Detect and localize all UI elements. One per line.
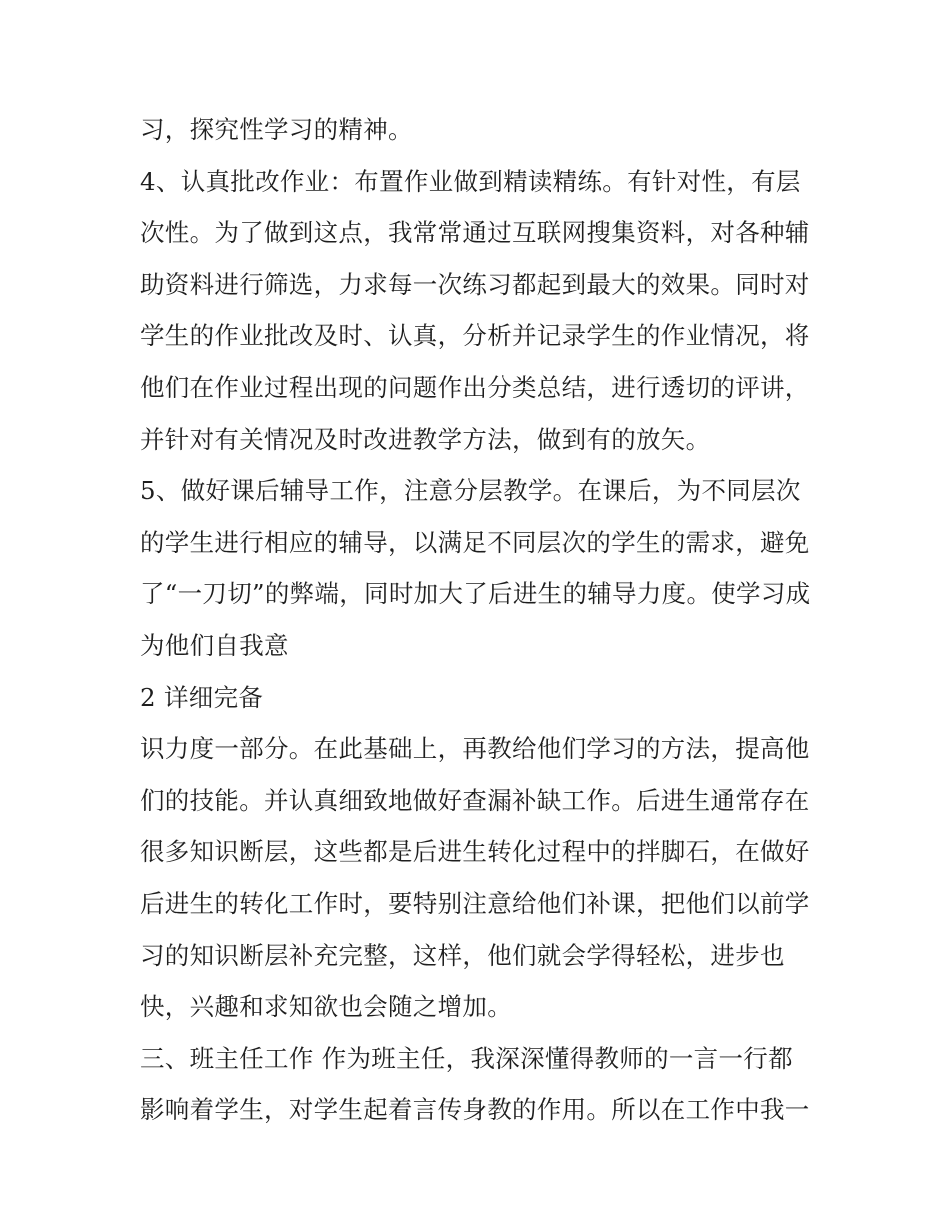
text-line: 次性。为了做到这点，我常常通过互联网搜集资料，对各种辅 (140, 218, 810, 248)
text-line: 并针对有关情况及时改进教学方法，做到有的放矢。 (140, 424, 711, 454)
text-line: 快，兴趣和求知欲也会随之增加。 (140, 992, 512, 1022)
text-line: 识力度一部分。在此基础上，再教给他们学习的方法，提高他 (140, 734, 810, 764)
text-line: 影响着学生，对学生起着言传身教的作用。所以在工作中我一 (140, 1095, 810, 1125)
text-line: 的学生进行相应的辅导，以满足不同层次的学生的需求，避免 (140, 527, 810, 557)
text-line: 了“一刀切”的弊端，同时加大了后进生的辅导力度。使学习成 (140, 579, 811, 609)
text-line: 习，探究性学习的精神。 (140, 115, 413, 144)
section-marker: 2 详细完备 (140, 682, 264, 712)
text-line: 他们在作业过程出现的问题作出分类总结，进行透切的评讲， (140, 372, 810, 402)
text-line: 为他们自我意 (140, 630, 289, 660)
text-line: 4、认真批改作业：布置作业做到精读精练。有针对性，有层 (140, 166, 801, 196)
text-line: 5、做好课后辅导工作，注意分层教学。在课后，为不同层次 (140, 476, 801, 506)
text-line: 三、班主任工作 作为班主任，我深深懂得教师的一言一行都 (140, 1043, 793, 1073)
text-line: 学生的作业批改及时、认真，分析并记录学生的作业情况，将 (140, 321, 810, 351)
text-line: 后进生的转化工作时，要特别注意给他们补课，把他们以前学 (140, 888, 810, 918)
text-line: 很多知识断层，这些都是后进生转化过程中的拌脚石，在做好 (140, 837, 810, 867)
text-line: 助资料进行筛选，力求每一次练习都起到最大的效果。同时对 (140, 269, 810, 299)
document-body (140, 104, 820, 1136)
text-line: 习的知识断层补充完整，这样，他们就会学得轻松，进步也 (140, 940, 785, 970)
text-line: 们的技能。并认真细致地做好查漏补缺工作。后进生通常存在 (140, 785, 810, 815)
